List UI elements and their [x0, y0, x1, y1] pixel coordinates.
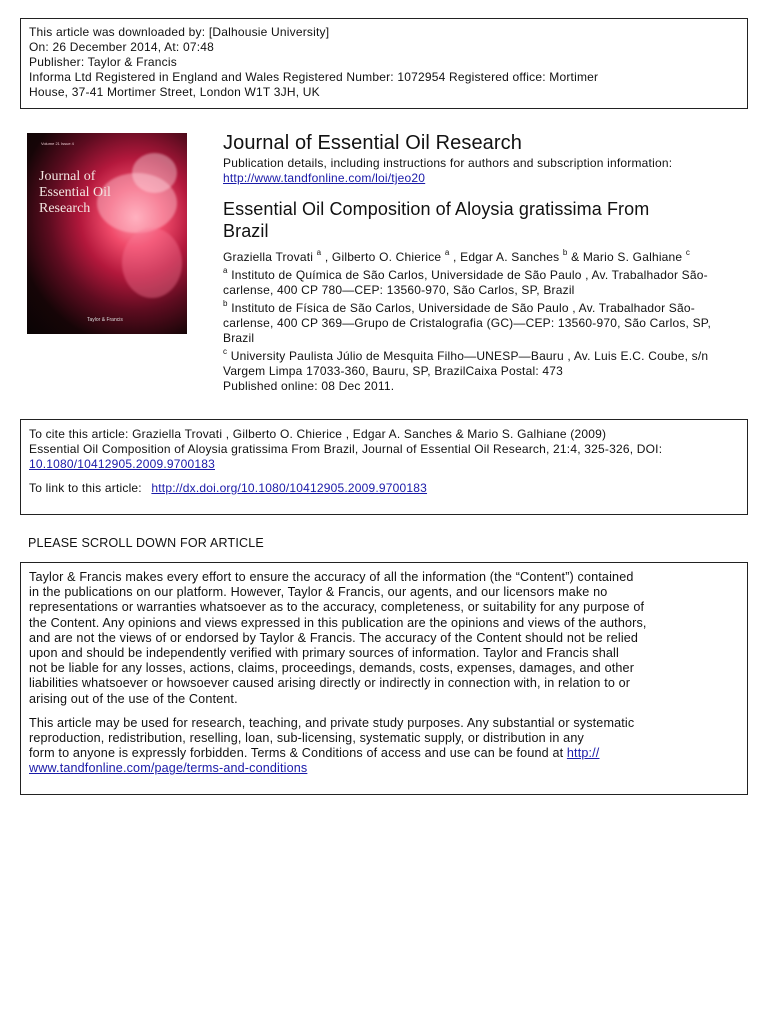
cover-publisher: Taylor & Francis: [87, 317, 123, 323]
affiliation: [223, 349, 743, 379]
disclaimer-line: representations or warranties whatsoever as to the accuracy, completeness, or suitability for any purpose of: [29, 600, 645, 615]
author-name: Graziella Trovati: [223, 250, 314, 264]
affiliation-line: Brazil: [223, 331, 255, 345]
disclaimer-line: form to anyone is expressly forbidden. Terms & Conditions of access and use can be found at: [29, 746, 567, 761]
doi-link[interactable]: 10.1080/10412905.2009.9700183: [29, 457, 215, 471]
affiliation: [223, 301, 743, 346]
citation-line: To cite this article: Graziella Trovati , Gilberto O. Chierice , Edgar A. Sanches & Mario S. Galhiane (2009): [29, 427, 607, 441]
download-line: Publisher: Taylor & Francis: [29, 55, 177, 69]
affiliation-line: Vargem Limpa 17033-360, Bauru, SP, BrazilCaixa Postal: 473: [223, 364, 564, 378]
journal-title: Journal of Essential Oil Research: [223, 132, 522, 154]
disclaimer-line: the Content. Any opinions and views expressed in this publication are the opinions and views of the authors,: [29, 615, 647, 630]
affiliation-marker: b: [223, 299, 228, 308]
download-line: On: 26 December 2014, At: 07:48: [29, 40, 214, 54]
terms-link[interactable]: http://: [566, 746, 600, 761]
affiliation-line: Instituto de Física de São Carlos, Universidade de São Paulo , Av. Trabalhador São-: [231, 301, 695, 315]
article-title: [223, 198, 743, 242]
publication-details: Publication details, including instructions for authors and subscription information:: [223, 156, 673, 170]
disclaimer-line: not be liable for any losses, actions, claims, proceedings, demands, costs, expenses, damages, and other: [29, 661, 635, 676]
disclaimer-paragraph: [29, 570, 739, 707]
article-title-line: Essential Oil Composition of Aloysia gratissima From: [223, 199, 650, 219]
author-affiliation-marker: a: [316, 248, 322, 257]
disclaimer-line: liabilities whatsoever or howsoever caused arising directly or indirectly in connection with, in relation to or: [29, 676, 631, 691]
affiliation: [223, 268, 743, 298]
author-list: [223, 250, 743, 265]
disclaimer-paragraph: [29, 716, 739, 777]
cover-issue-text: Volume 21 Issue 4: [41, 141, 74, 146]
affiliation-line: University Paulista Júlio de Mesquita Filho—UNESP—Bauru , Av. Luis E.C. Coube, s/n: [230, 349, 709, 363]
author-name: Gilberto O. Chierice: [331, 250, 442, 264]
affiliation-line: Instituto de Química de São Carlos, Universidade de São Paulo , Av. Trabalhador São-: [231, 268, 708, 282]
download-line: Informa Ltd Registered in England and Wales Registered Number: 1072954 Registered office: Mortimer: [29, 70, 599, 84]
cover-flower-petal: [122, 228, 182, 298]
affiliation-marker: c: [223, 347, 228, 356]
disclaimer-line: arising out of the use of the Content.: [29, 691, 238, 706]
disclaimer-line: Taylor & Francis makes every effort to ensure the accuracy of all the information (the “Content”) contained: [29, 570, 634, 584]
article-link[interactable]: http://dx.doi.org/10.1080/10412905.2009.9700183: [151, 481, 428, 495]
author-name: Mario S. Galhiane: [582, 250, 683, 264]
author-affiliation-marker: a: [444, 248, 450, 257]
citation-box: [20, 419, 748, 515]
author-affiliation-marker: c: [685, 248, 691, 257]
author-affiliation-marker: b: [562, 248, 568, 257]
disclaimer-line: in the publications on our platform. However, Taylor & Francis, our agents, and our licensors make no: [29, 585, 608, 600]
cover-title: Journal of Essential Oil Research: [39, 169, 111, 216]
link-label: To link to this article:: [29, 481, 142, 495]
article-header: [223, 128, 743, 394]
affiliation-marker: a: [223, 266, 228, 275]
download-info-box: [20, 18, 748, 109]
terms-link[interactable]: www.tandfonline.com/page/terms-and-conditions: [29, 761, 308, 776]
author-separator: ,: [449, 250, 461, 264]
disclaimer-line: This article may be used for research, teaching, and private study purposes. Any substantial or systematic: [29, 715, 635, 730]
scroll-note: PLEASE SCROLL DOWN FOR ARTICLE: [28, 536, 264, 550]
download-line: This article was downloaded by: [Dalhousie University]: [29, 25, 330, 39]
article-title-line: Brazil: [223, 221, 269, 241]
author-name: Edgar A. Sanches: [460, 250, 560, 264]
disclaimer-line: and are not the views of or endorsed by Taylor & Francis. The accuracy of the Content should not be relied: [29, 630, 639, 645]
citation-line: Essential Oil Composition of Aloysia gratissima From Brazil, Journal of Essential Oil Research, 21:4, 325-326, DOI:: [29, 442, 663, 456]
published-date: Published online: 08 Dec 2011.: [223, 379, 395, 393]
journal-cover-image: [27, 133, 187, 334]
download-line: House, 37-41 Mortimer Street, London W1T 3JH, UK: [29, 85, 320, 99]
author-separator: &: [567, 250, 583, 264]
disclaimer-line: reproduction, redistribution, reselling, loan, sub-licensing, systematic supply, or distribution in any: [29, 731, 584, 746]
affiliation-line: carlense, 400 CP 369—Grupo de Cristalografia (GC)—CEP: 13560-970, São Carlos, SP,: [223, 316, 711, 330]
disclaimer-box: [20, 562, 748, 795]
affiliation-line: carlense, 400 CP 780—CEP: 13560-970, São Carlos, SP, Brazil: [223, 283, 575, 297]
journal-url-link[interactable]: http://www.tandfonline.com/loi/tjeo20: [223, 171, 426, 185]
author-separator: ,: [321, 250, 332, 264]
disclaimer-line: upon and should be independently verified with primary sources of information. Taylor and Francis shall: [29, 646, 619, 661]
